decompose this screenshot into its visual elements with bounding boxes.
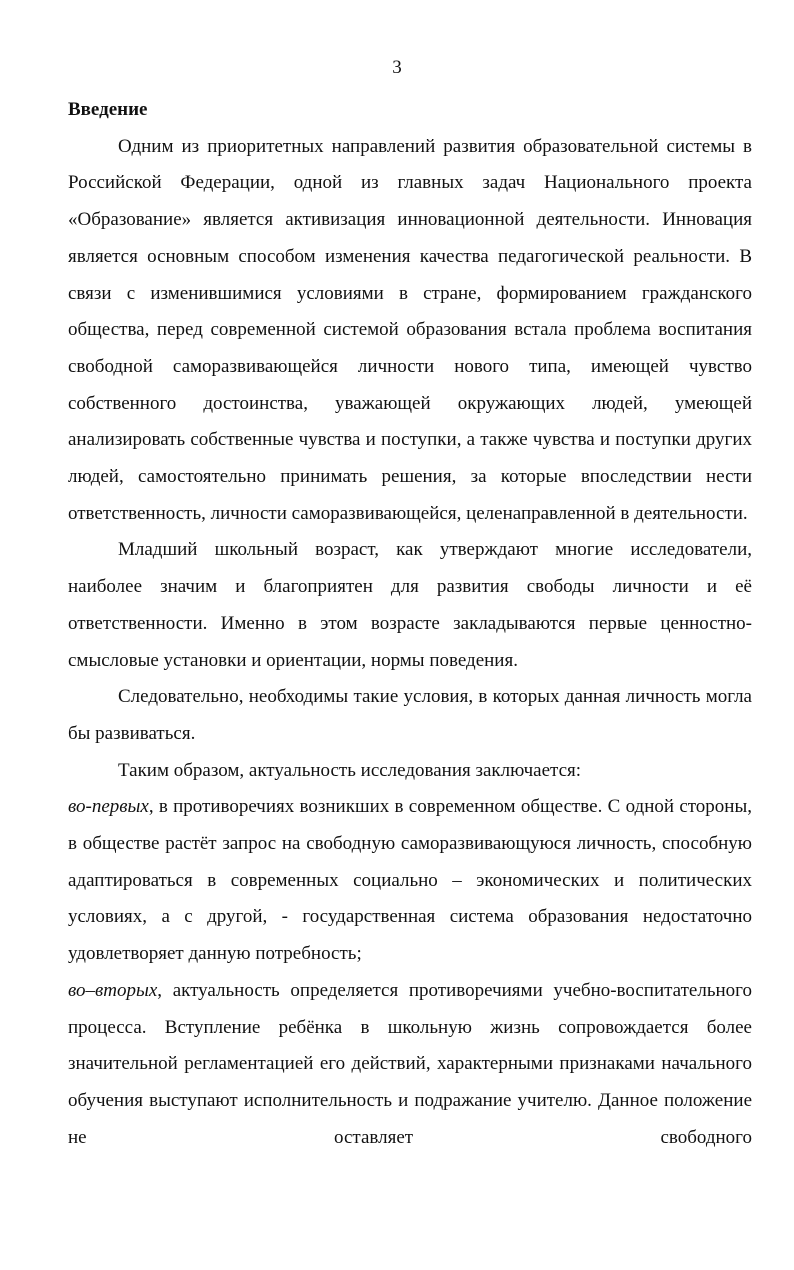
firstly-label: во-первых (68, 796, 149, 818)
section-heading: Введение (68, 99, 148, 120)
page-number: 3 (392, 57, 402, 78)
paragraph-firstly (68, 789, 752, 973)
secondly-label: во–вторых (68, 979, 158, 1001)
paragraph-conditions: Следовательно, необходимы такие условия, в которых данная личность могла бы развиваться. (68, 686, 752, 744)
paragraph-relevance: Таким образом, актуальность исследования заключается: (118, 759, 582, 781)
paragraph-secondly (68, 973, 752, 1157)
paragraph-intro: Одним из приоритетных направлений развития образовательной системы в Российской Федерации, одной из главных задач Национального проекта «Образование» является активизация инновационной деятельности. Инновация является основным способом изменения качества педагогической реальности. В связи с изменившимися условиями в стране, формированием гражданского общества, перед современной системой образования встала проблема воспитания свободной саморазвивающейся личности нового типа, имеющей чувство собственного достоинства, уважающей окружающих людей, умеющей анализировать собственные чувства и поступки, а также чувства и поступки других людей, самостоятельно принимать решения, за которые впоследствии нести ответственность, личности саморазвивающейся, целенаправленной в деятельности. (68, 135, 752, 524)
secondly-text: , актуальность определяется противоречиями учебно-воспитательного процесса. Вступление ребёнка в школьную жизнь сопровождается более значительной регламентацией его действий, характерными признаками начального обучения выступают исполнительность и подражание учителю. Данное положение не оставляет свободного (68, 979, 752, 1148)
firstly-text: , в противоречиях возникших в современном обществе. С одной стороны, в обществе растёт запрос на свободную саморазвивающуюся личность, способную адаптироваться в современных социально – экономических и политических условиях, а с другой, - государственная система образования недостаточно удовлетворяет данную потребность; (68, 796, 752, 965)
document-body (68, 92, 752, 1156)
paragraph-junior-school-age: Младший школьный возраст, как утверждают многие исследователи, наиболее значим и благоприятен для развития свободы личности и её ответственности. Именно в этом возрасте закладываются первые ценностно-смысловые установки и ориентации, нормы поведения. (68, 539, 752, 671)
